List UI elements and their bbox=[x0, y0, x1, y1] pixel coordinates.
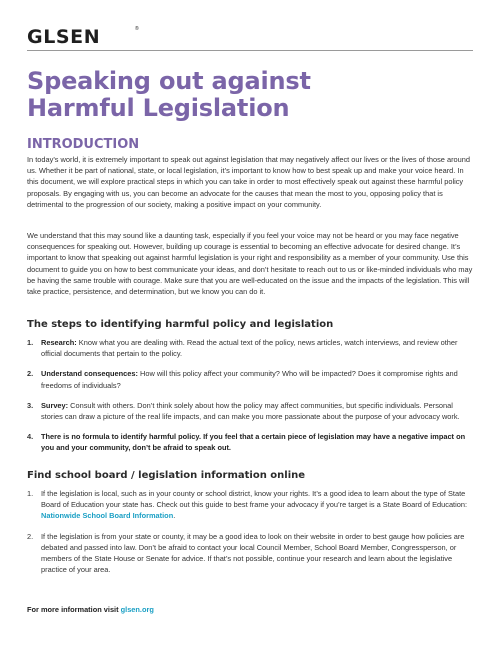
introduction-heading: INTRODUCTION bbox=[27, 137, 140, 152]
step-number: 3. bbox=[27, 400, 34, 410]
item-text: If the legislation is local, such as in your county or school district, know your rights. It’s a good idea to learn about the type of State Board of Education your state has. Check out this guide to best frame your advocacy if you’re target is a State Board of Education: bbox=[41, 489, 468, 510]
list-item bbox=[27, 431, 475, 453]
title-line-2: Harmful Legislation bbox=[27, 94, 290, 122]
step-label: Understand consequences: bbox=[41, 369, 138, 379]
page-header bbox=[27, 22, 473, 52]
step-label: Research: bbox=[41, 338, 77, 347]
find-info-list bbox=[27, 488, 475, 575]
step-number: 2. bbox=[27, 369, 34, 379]
step-text: Know what you are dealing with. Read the actual text of the policy, news articles, watch interviews, and review other official documents that pertain to the policy. bbox=[41, 338, 458, 359]
list-item bbox=[27, 531, 475, 576]
step-text: How will this policy affect your community? Who will be impacted? Does it compromise rights and freedoms of individuals? bbox=[41, 369, 458, 390]
item-number: 2. bbox=[27, 531, 34, 541]
find-info-heading: Find school board / legislation information online bbox=[27, 470, 306, 481]
step-number: 4. bbox=[27, 432, 34, 442]
item-number: 1. bbox=[27, 489, 34, 498]
step-label: Survey: bbox=[41, 400, 69, 410]
glsen-website-link[interactable]: glsen.org bbox=[120, 605, 154, 614]
title-line-1: Speaking out against bbox=[27, 67, 311, 95]
intro-paragraph-2: We understand that this may sound like a daunting task, especially if you feel your voice may not be heard or you may face negative consequences for speaking out. However, building up courage is essential to becoming an effective advocate for desired change. It’s important to know that speaking out against harmful legislation is your right and responsibility as a member of your community. Use this document to guide you on how to best communicate your ideas, and don’t hesitate to reach out to us or like-minded individuals who may be having the same trouble with courage. Make sure that you are well-educated on the issue and the impacts of the legislation. This will take practice, persistence, and determination, but we know you can do it. bbox=[27, 231, 473, 297]
list-item bbox=[27, 337, 475, 359]
document-title bbox=[27, 68, 467, 122]
step-number: 1. bbox=[27, 338, 34, 347]
footer-text: For more information visit bbox=[27, 605, 121, 614]
list-item bbox=[27, 368, 475, 390]
glsen-logo: GLSEN bbox=[27, 26, 101, 48]
registered-mark: ® bbox=[135, 26, 139, 32]
list-item bbox=[27, 400, 475, 422]
school-board-info-link[interactable]: Nationwide School Board Information bbox=[41, 511, 174, 521]
header-divider bbox=[27, 50, 473, 51]
steps-list bbox=[27, 337, 475, 454]
item-text: If the legislation is from your state or county, it may be a good idea to look on their website in order to best gauge how policies are debated and passed into law. Don’t be afraid to contact your local Council Member, School Board Member, Congressperson, or members of the State House or Senate for advice. If that’s not possible, continue your research and learn about the legislative practice of your area. bbox=[41, 531, 465, 575]
list-item bbox=[27, 488, 475, 522]
step-text: Consult with others. Don’t think solely about how the policy may affect communities, but specific individuals. Personal stories can draw a picture of the real life impacts, and can make you more passionate about the purpose of your advocacy work. bbox=[41, 400, 460, 422]
intro-paragraph-1: In today’s world, it is extremely important to speak out against legislation that may negatively affect our lives or the lives of those around us. Whether it be part of national, state, or local legislation, it’s important to know how to best speak up and make your voice heard. In this document, we will explore practical steps in which you can take in order to most effectively speak out against these harmful policy proposals. By engaging with us, you can become an advocate for the causes that mean the most to you, opposing policy that is detrimental to the progression of our society, making a positive impact on your community. bbox=[27, 155, 470, 209]
step-text: There is no formula to identify harmful policy. If you feel that a certain piece of legislation may have a negative impact on you and your community, don’t be afraid to speak out. bbox=[41, 432, 466, 453]
steps-heading: The steps to identifying harmful policy and legislation bbox=[27, 319, 334, 330]
item-text-end: . bbox=[173, 511, 176, 521]
footer bbox=[27, 605, 154, 614]
